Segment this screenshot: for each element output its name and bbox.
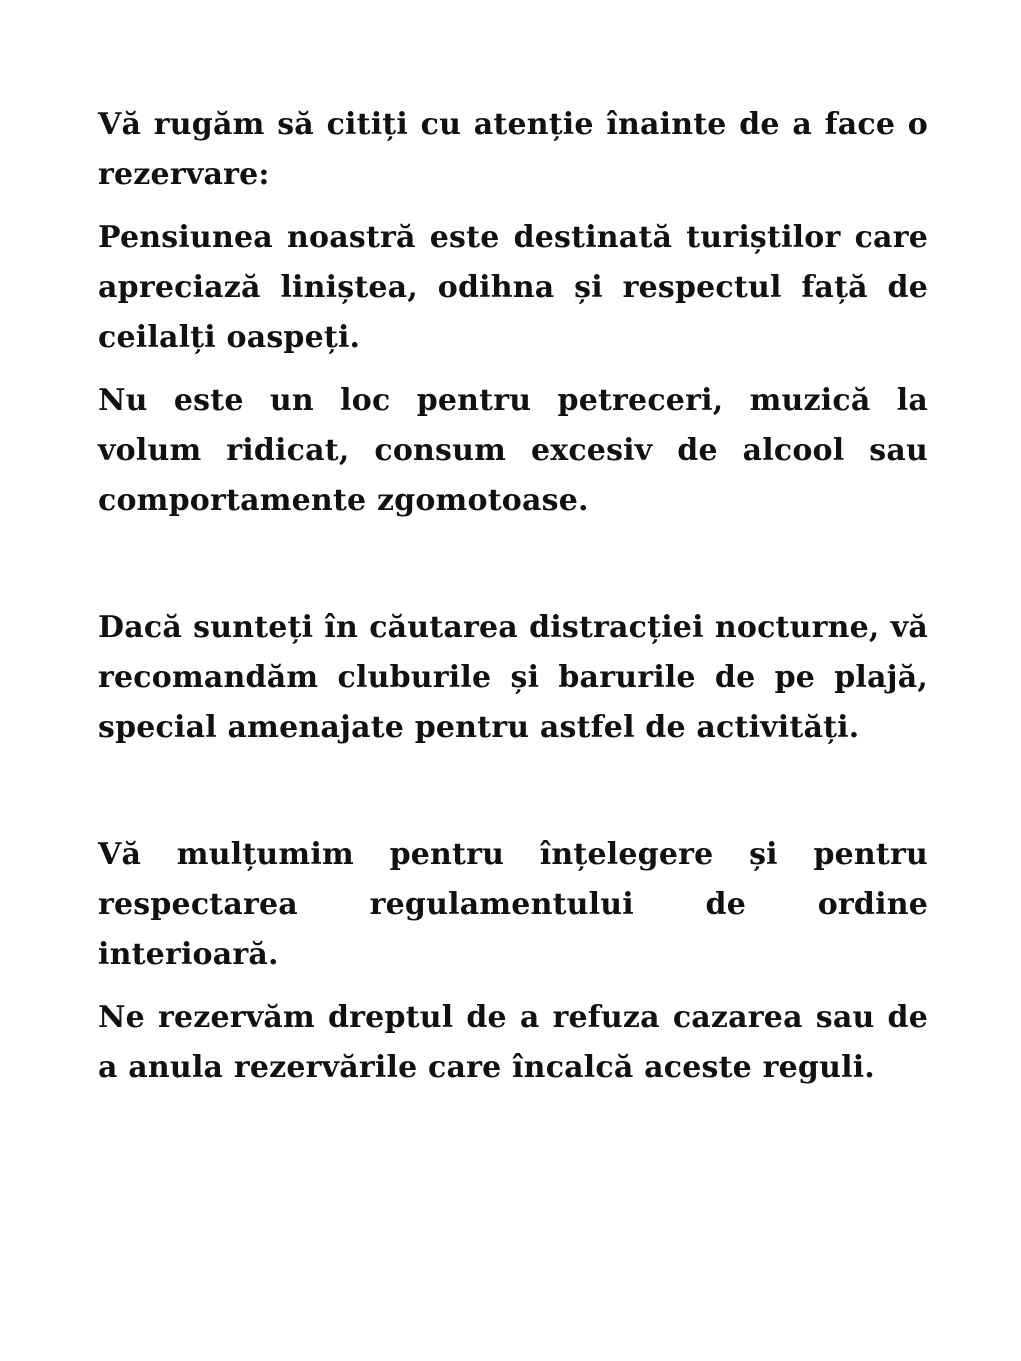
document-body xyxy=(98,100,928,1093)
paragraph-guesthouse-purpose: Pensiunea noastră este destinată turiștilor care apreciază liniștea, odihna și respectul față de ceilalți oaspeți. xyxy=(98,220,928,355)
paragraph-thanks: Vă mulțumim pentru înțelegere și pentru respectarea regulamentului de ordine interioară. xyxy=(98,837,928,972)
intro-heading: Vă rugăm să citiți cu atenție înainte de a face o rezervare: xyxy=(98,107,928,192)
paragraph-nightlife-recommendation: Dacă sunteți în căutarea distracției nocturne, vă recomandăm cluburile și barurile de pe plajă, special amenajate pentru astfel de activități. xyxy=(98,610,928,745)
paragraph-right-to-refuse: Ne rezervăm dreptul de a refuza cazarea sau de a anula rezervările care încalcă aceste reguli. xyxy=(98,1000,928,1085)
paragraph-no-parties: Nu este un loc pentru petreceri, muzică la volum ridicat, consum excesiv de alcool sau comportamente zgomotoase. xyxy=(98,383,928,518)
